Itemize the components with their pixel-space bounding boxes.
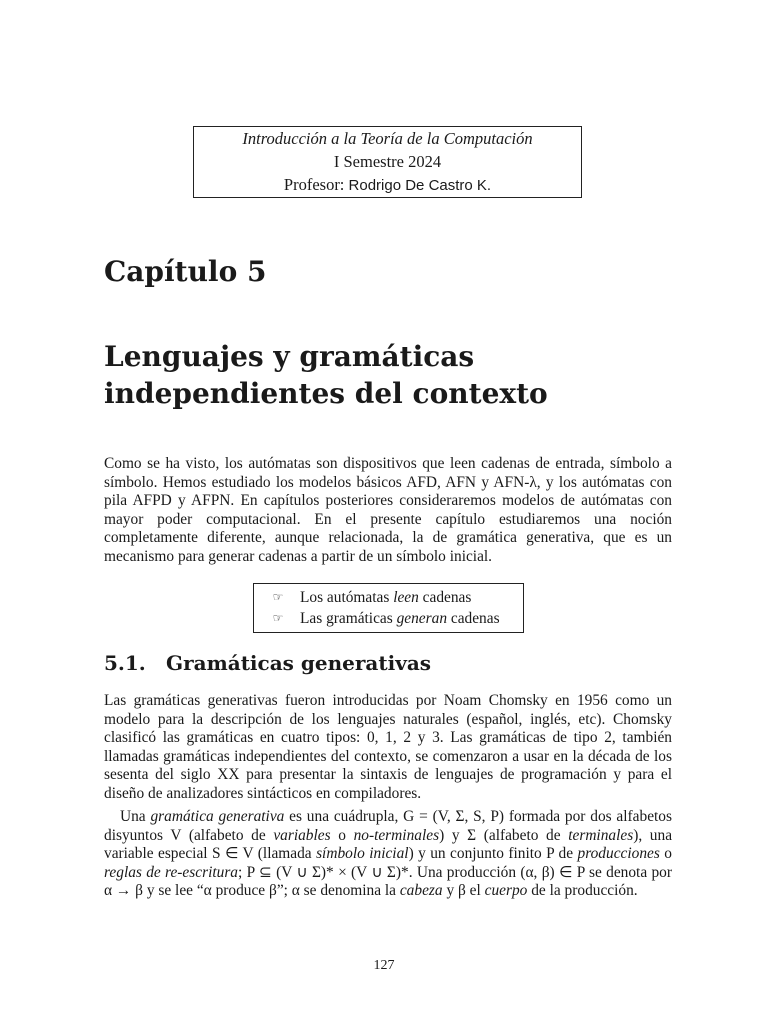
professor-label: Profesor:: [283, 175, 345, 194]
semester: I Semestre 2024: [333, 152, 442, 171]
chapter-title: [104, 338, 664, 412]
course-title: Introducción a la Teoría de la Computación: [242, 129, 533, 148]
intro-paragraph: Como se ha visto, los autómatas son dispositivos que leen cadenas de entrada, símbolo a símbolo. Hemos estudiado los modelos básicos AFD, AFN y AFN-λ, y los autómatas con pila AFPD y AFPN. En capítulos posteriores consideraremos modelos de autómatas con mayor poder computacional. En el presente capítulo estudiaremos una noción completamente diferente, aunque relacionada, la de gramática generativa, que es un mecanismo para generar cadenas a partir de un símbolo inicial.: [104, 455, 672, 565]
section-paragraph: Las gramáticas generativas fueron introducidas por Noam Chomsky en 1956 como un modelo para la descripción de los lenguajes naturales (español, inglés, etc). Chomsky clasificó las gramáticas en cuatro tipos: 0, 1, 2 y 3. Las gramáticas de tipo 2, también llamadas gramáticas independientes del contexto, se comenzaron a usar en la década de los sesenta del siglo XX para presentar la sintaxis de lenguajes de programación y para el diseño de analizadores sintácticos en compiladores.: [104, 692, 672, 802]
section-title: Gramáticas generativas: [166, 651, 432, 675]
section-heading: [104, 651, 431, 675]
professor-line: [284, 173, 491, 197]
chapter-label: Capítulo 5: [104, 255, 267, 288]
definition-paragraph: Una gramática generativa es una cuádrupla, G = (V, Σ, S, P) formada por dos alfabetos disyuntos V (alfabeto de variables o no-terminales) y Σ (alfabeto de terminales), una variable especial S ∈ V (llamada símbolo inicial) y un conjunto finito P de producciones o reglas de re-escritura; P ⊆ (V ∪ Σ)* × (V ∪ Σ)*. Una producción (α, β) ∈ P se denota por α → β y se lee “α produce β”; α se denomina la cabeza y β el cuerpo de la producción.: [104, 808, 673, 900]
course-header-box: [193, 126, 582, 198]
section-number: 5.1.: [104, 651, 146, 675]
note-item-1: [270, 587, 523, 608]
chapter-title-line1: Lenguajes y gramáticas: [104, 340, 475, 373]
professor-name: Rodrigo De Castro K.: [348, 177, 492, 194]
note-item-1-text: Los autómatas leen cadenas: [300, 589, 472, 606]
pointing-hand-icon: ☞: [272, 611, 284, 625]
note-box: [253, 583, 524, 633]
chapter-title-line2: independientes del contexto: [104, 377, 548, 410]
pointing-hand-icon: ☞: [272, 590, 284, 604]
page-number: 127: [373, 958, 395, 973]
note-item-2: [270, 608, 523, 629]
note-item-2-text: Las gramáticas generan cadenas: [300, 610, 500, 627]
